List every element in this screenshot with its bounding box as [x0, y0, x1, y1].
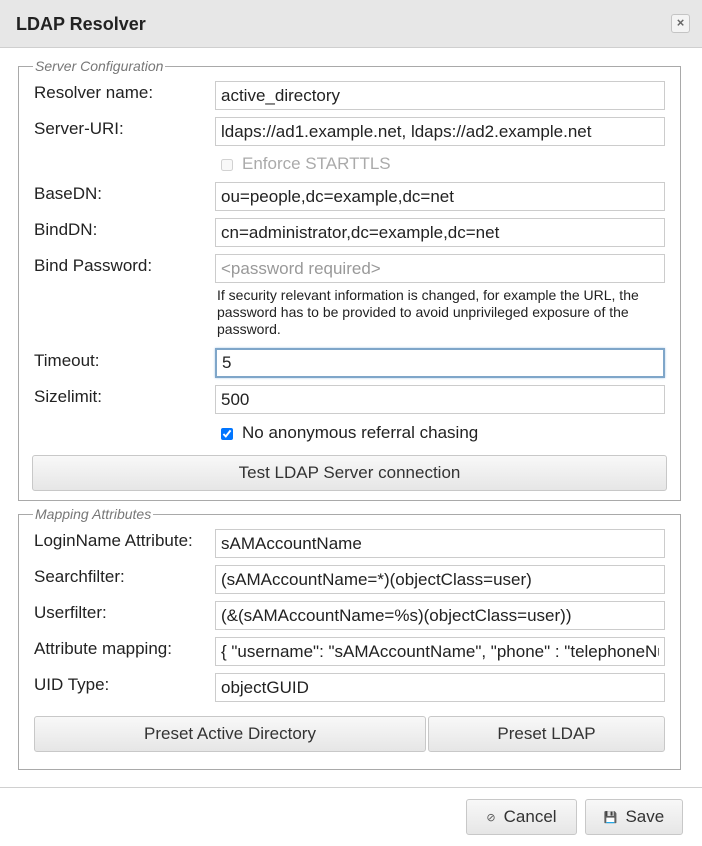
binddn-label: BindDN:	[34, 220, 98, 239]
mapping-attributes-legend: Mapping Attributes	[35, 506, 152, 522]
timeout-label: Timeout:	[34, 351, 100, 370]
save-button-label: Save	[625, 807, 665, 826]
basedn-input[interactable]	[215, 182, 665, 211]
footer-divider	[0, 787, 702, 788]
attribute-mapping-label: Attribute mapping:	[34, 639, 172, 658]
preset-active-directory-button[interactable]: Preset Active Directory	[34, 716, 426, 752]
no-anonymous-referral-checkbox[interactable]	[221, 428, 233, 440]
bind-password-label: Bind Password:	[34, 256, 153, 275]
no-anonymous-referral-label: No anonymous referral chasing	[242, 423, 479, 442]
save-icon: 💾	[603, 811, 618, 824]
save-button[interactable]	[585, 799, 683, 835]
server-uri-input[interactable]	[215, 117, 665, 146]
bind-password-input[interactable]	[215, 254, 665, 283]
binddn-input[interactable]	[215, 218, 665, 247]
sizelimit-input[interactable]	[215, 385, 665, 414]
userfilter-label: Userfilter:	[34, 603, 107, 622]
cancel-button[interactable]	[466, 799, 577, 835]
test-ldap-connection-button[interactable]: Test LDAP Server connection	[32, 455, 667, 491]
uid-type-label: UID Type:	[34, 675, 110, 694]
enforce-starttls-label: Enforce STARTTLS	[242, 154, 391, 173]
attribute-mapping-input[interactable]	[215, 637, 665, 666]
server-uri-label: Server-URI:	[34, 119, 124, 138]
cancel-icon: ⊘	[486, 811, 496, 824]
uid-type-input[interactable]	[215, 673, 665, 702]
searchfilter-input[interactable]	[215, 565, 665, 594]
enforce-starttls-checkbox[interactable]	[221, 159, 233, 171]
basedn-label: BaseDN:	[34, 184, 103, 203]
userfilter-input[interactable]	[215, 601, 665, 630]
sizelimit-label: Sizelimit:	[34, 387, 103, 406]
close-button[interactable]	[671, 14, 690, 33]
dialog-titlebar	[0, 0, 702, 48]
password-note: If security relevant information is changed, for example the URL, the password has to be provided to avoid unprivileged exposure of the password.	[217, 287, 639, 337]
preset-ldap-button[interactable]: Preset LDAP	[428, 716, 665, 752]
cancel-button-label: Cancel	[503, 807, 557, 826]
resolver-name-label: Resolver name:	[34, 83, 154, 102]
searchfilter-label: Searchfilter:	[34, 567, 125, 586]
server-configuration-legend: Server Configuration	[35, 58, 164, 74]
loginname-attribute-label: LoginName Attribute:	[34, 531, 193, 550]
loginname-attribute-input[interactable]	[215, 529, 665, 558]
resolver-name-input[interactable]	[215, 81, 665, 110]
dialog-title: LDAP Resolver	[16, 14, 146, 34]
timeout-input[interactable]	[215, 348, 665, 378]
close-icon: ×	[676, 15, 685, 30]
